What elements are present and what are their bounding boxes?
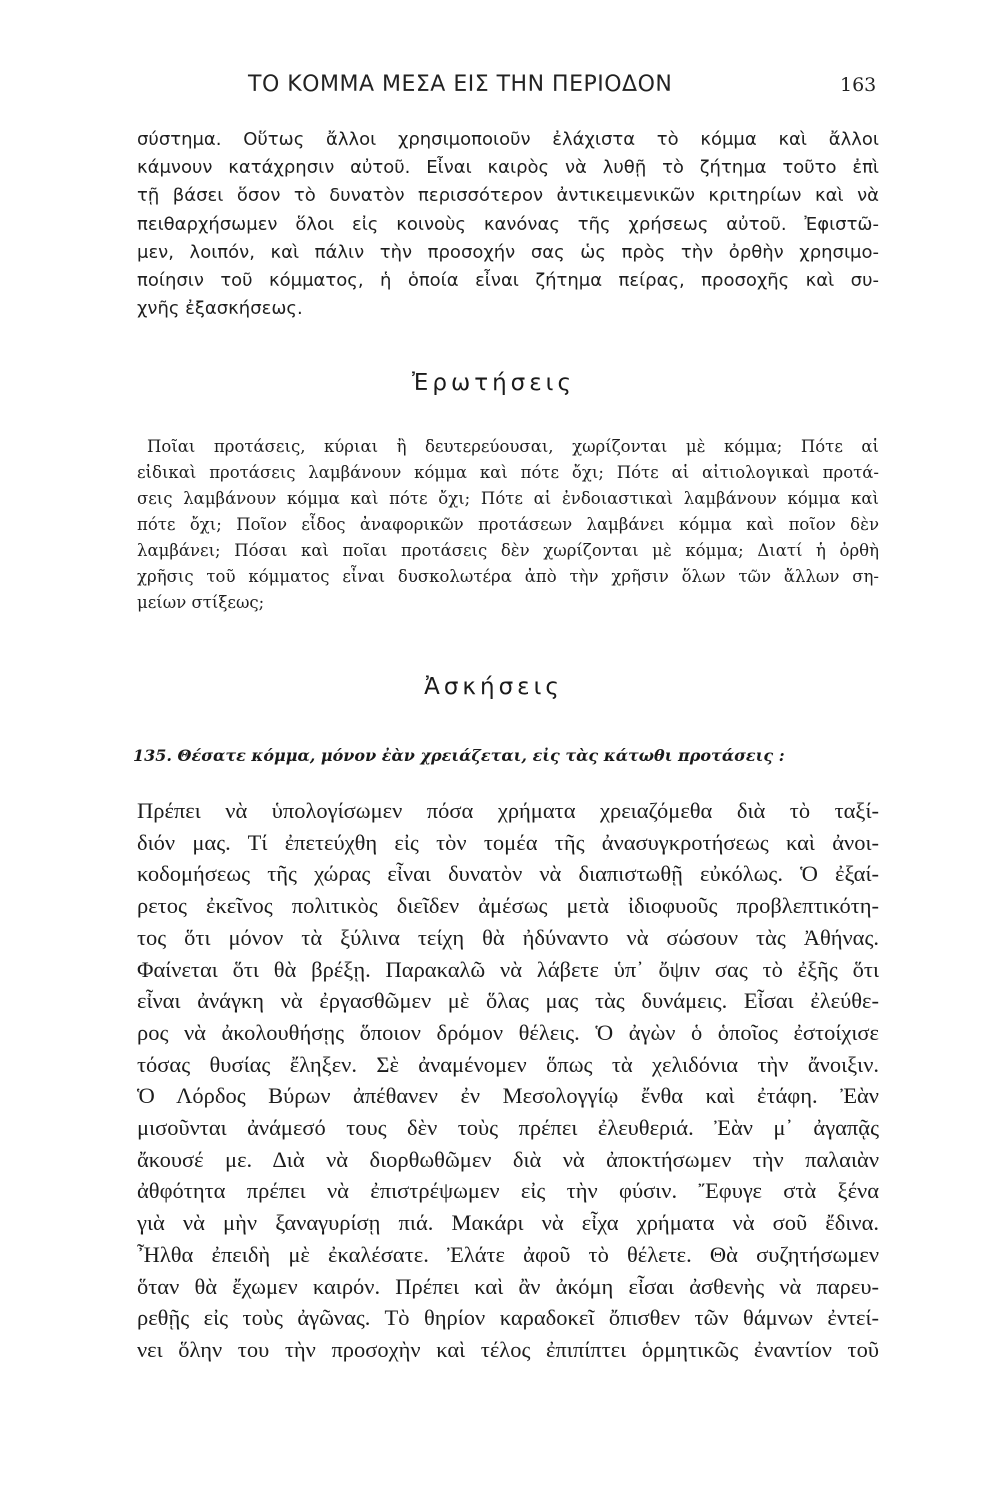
paragraph-line: ἄκουσέ με. Διὰ νὰ διορθωθῶμεν διὰ νὰ ἀποκτήσωμεν τὴν παλαιὰν	[137, 1146, 879, 1172]
exercise-text	[137, 795, 879, 1366]
paragraph-line: Πρέπει νὰ ὑπολογίσωμεν πόσα χρήματα χρειαζόμεθα διὰ τὸ ταξί-	[137, 798, 879, 823]
paragraph-line: τος ὅτι μόνον τὰ ξύλινα τείχη θὰ ἠδύναντο νὰ σώσουν τὰς Ἀθήνας.	[137, 924, 879, 950]
paragraph-line: ρετος ἐκεῖνος πολιτικὸς διεῖδεν ἀμέσως μετὰ ἰδιοφυοῦς προβλεπτικότη-	[137, 893, 879, 919]
exercises-heading: Ἀσκήσεις	[424, 674, 563, 700]
paragraph-line: τῇ βάσει ὅσον τὸ δυνατὸν περισσότερον ἀντικειμενικῶν κριτηρίων καὶ νὰ	[137, 185, 879, 207]
paragraph-line: κοδομήσεως τῆς χώρας εἶναι δυνατὸν νὰ διαπιστωθῇ εὐκόλως. Ὁ ἐξαί-	[137, 861, 879, 887]
paragraph-line: ρεθῇς εἰς τοὺς ἀγῶνας. Τὸ θηρίον καραδοκεῖ ὄπισθεν τῶν θάμνων ἐντεί-	[137, 1305, 879, 1331]
running-head-title: ΤΟ ΚΟΜΜΑ ΜΕΣΑ ΕΙΣ ΤΗΝ ΠΕΡΙΟΔΟΝ	[248, 72, 673, 97]
paragraph-line: γιὰ νὰ μὴν ξαναγυρίσῃ πιά. Μακάρι νὰ εἶχα χρήματα νὰ σοῦ ἔδινα.	[137, 1210, 879, 1236]
paragraph-line: ἀθφότητα πρέπει νὰ ἐπιστρέψωμεν εἰς τὴν φύσιν. Ἔφυγε στὰ ξένα	[137, 1178, 879, 1204]
paragraph-line: εἶναι ἀνάγκη νὰ ἐργασθῶμεν μὲ ὅλας μας τὰς δυνάμεις. Εἶσαι ἐλεύθε-	[137, 988, 879, 1014]
paragraph-line: πότε ὄχι; Ποῖον εἶδος ἀναφορικῶν προτάσεων λαμβάνει κόμμα καὶ ποῖον δὲν	[137, 515, 879, 534]
paragraph-line: κάμνουν κατάχρησιν αὐτοῦ. Εἶναι καιρὸς νὰ λυθῇ τὸ ζήτημα τοῦτο ἐπὶ	[137, 157, 879, 179]
paragraph-line: πειθαρχήσωμεν ὅλοι εἰς κοινοὺς κανόνας τῆς χρήσεως αὐτοῦ. Ἐφιστῶ-	[137, 213, 879, 235]
paragraph-line: σύστημα. Οὕτως ἄλλοι χρησιμοποιοῦν ἐλάχιστα τὸ κόμμα καὶ ἄλλοι	[137, 129, 879, 150]
paragraph-line: μείων στίξεως;	[137, 593, 265, 612]
paragraph-line: τόσας θυσίας ἔληξεν. Σὲ ἀναμένομεν ὅπως τὰ χελιδόνια τὴν ἄνοιξιν.	[137, 1051, 879, 1077]
paragraph-line: νει ὅλην του τὴν προσοχὴν καὶ τέλος ἐπιπίπτει ὁρμητικῶς ἐναντίον τοῦ	[137, 1336, 879, 1362]
paragraph-line: Ἦλθα ἐπειδὴ μὲ ἐκαλέσατε. Ἐλάτε ἀφοῦ τὸ θέλετε. Θὰ συζητήσωμεν	[137, 1241, 879, 1267]
intro-paragraph	[137, 126, 879, 323]
exercise-instruction: 135. Θέσατε κόμμα, μόνον ἐὰν χρειάζεται, εἰς τὰς κάτωθι προτάσεις :	[133, 746, 785, 765]
paragraph-line: χνῆς ἐξασκήσεως.	[137, 298, 303, 320]
paragraph-line: ρος νὰ ἀκολουθήσῃς ὅποιον δρόμον θέλεις. Ὁ ἀγὼν ὁ ὁποῖος ἐστοίχισε	[137, 1019, 879, 1045]
paragraph-line: διόν μας. Τί ἐπετεύχθη εἰς τὸν τομέα τῆς ἀνασυγκροτήσεως καὶ ἀνοι-	[137, 829, 879, 855]
paragraph-line: μεν, λοιπόν, καὶ πάλιν τὴν προσοχήν σας ὡς πρὸς τὴν ὀρθὴν χρησιμο-	[137, 241, 879, 263]
paragraph-line: μισοῦνται ἀνάμεσό τους δὲν τοὺς πρέπει ἐλευθεριά. Ἐὰν μ᾽ ἀγαπᾷς	[137, 1115, 879, 1141]
paragraph-line: χρῆσις τοῦ κόμματος εἶναι δυσκολωτέρα ἀπὸ τὴν χρῆσιν ὅλων τῶν ἄλλων ση-	[137, 567, 879, 586]
paragraph-line: Φαίνεται ὅτι θὰ βρέξῃ. Παρακαλῶ νὰ λάβετε ὑπ᾽ ὄψιν σας τὸ ἐξῆς ὅτι	[137, 956, 879, 982]
paragraph-line: ποίησιν τοῦ κόμματος, ἡ ὁποία εἶναι ζήτημα πείρας, προσοχῆς καὶ συ-	[137, 270, 879, 292]
questions-paragraph	[137, 434, 879, 616]
paragraph-line: Ποῖαι προτάσεις, κύριαι ἢ δευτερεύουσαι, χωρίζονται μὲ κόμμα; Πότε αἱ	[147, 437, 879, 456]
page-number: 163	[840, 74, 877, 96]
questions-heading: Ἐρωτήσεις	[412, 370, 575, 396]
paragraph-line: λαμβάνει; Πόσαι καὶ ποῖαι προτάσεις δὲν χωρίζονται μὲ κόμμα; Διατί ἡ ὀρθὴ	[137, 541, 879, 560]
paragraph-line: Ὁ Λόρδος Βύρων ἀπέθανεν ἐν Μεσολογγίῳ ἔνθα καὶ ἐτάφη. Ἐὰν	[137, 1083, 879, 1109]
paragraph-line: εἰδικαὶ προτάσεις λαμβάνουν κόμμα καὶ πότε ὄχι; Πότε αἱ αἰτιολογικαὶ προτά-	[137, 463, 879, 482]
paragraph-line: σεις λαμβάνουν κόμμα καὶ πότε ὄχι; Πότε αἱ ἐνδοιαστικαὶ λαμβάνουν κόμμα καὶ	[137, 489, 879, 508]
paragraph-line: ὅταν θὰ ἔχωμεν καιρόν. Πρέπει καὶ ἂν ἀκόμη εἶσαι ἀσθενὴς νὰ παρευ-	[137, 1273, 879, 1299]
